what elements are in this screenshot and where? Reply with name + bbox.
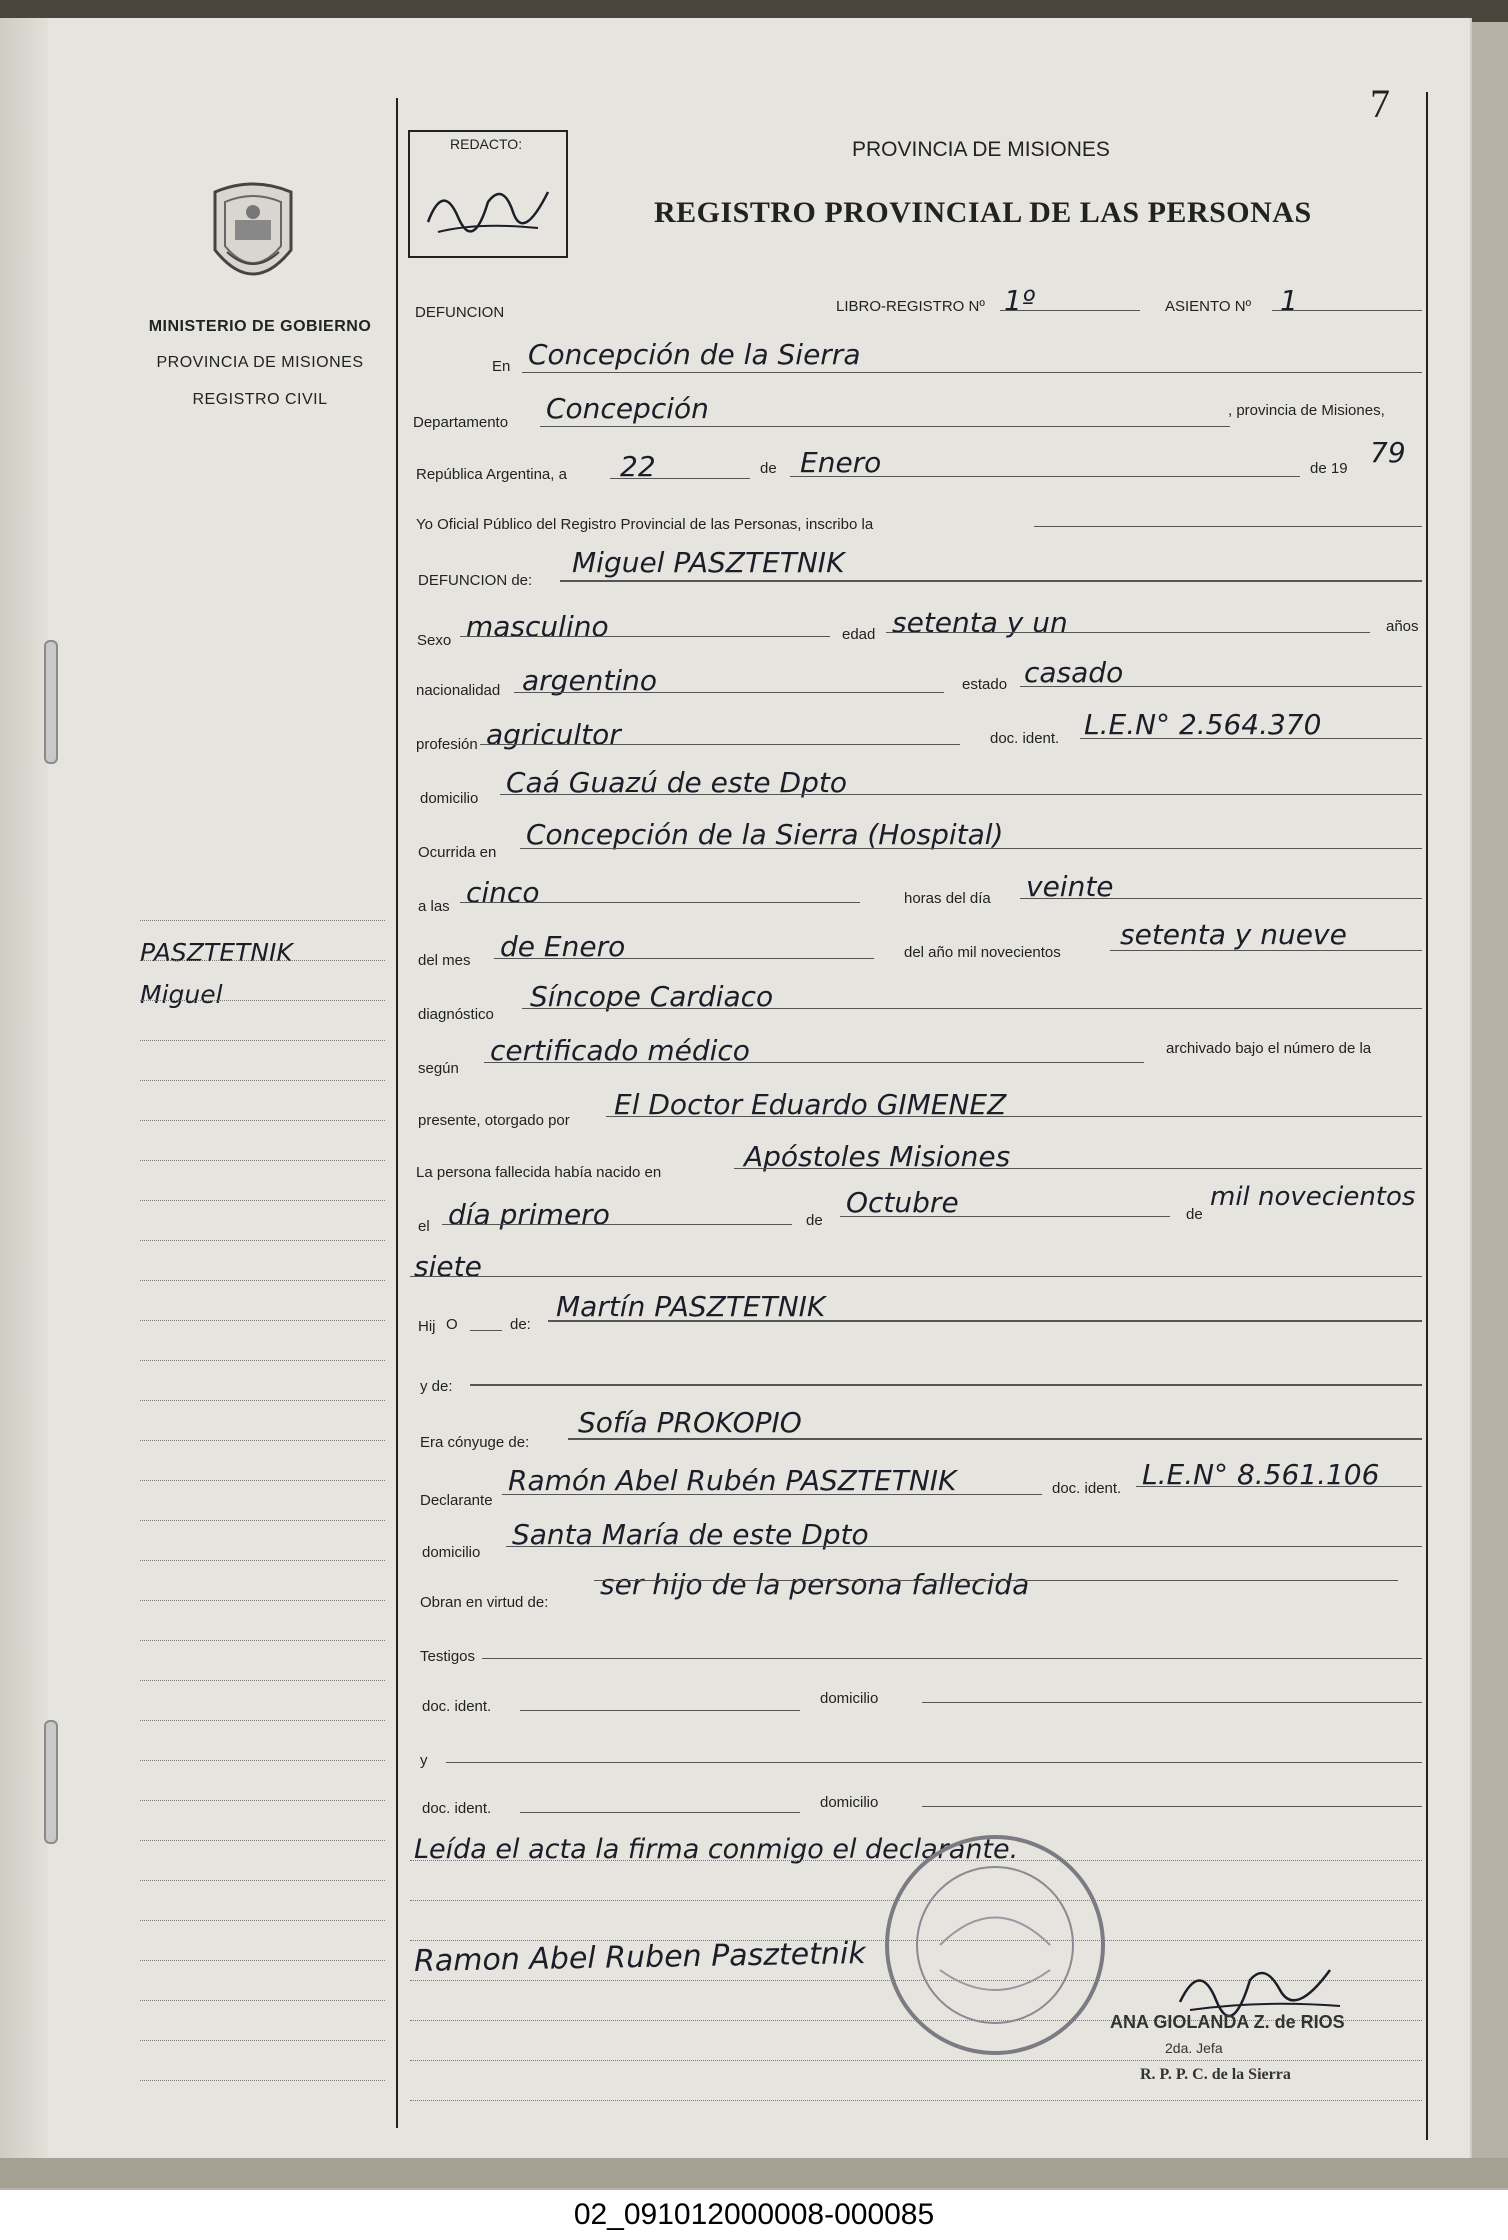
margin-dotted-line (140, 1040, 385, 1041)
de-19-label: de 19 (1310, 460, 1348, 477)
decl-domicilio-label: domicilio (422, 1544, 481, 1561)
margin-note-name: Miguel (140, 980, 223, 1009)
left-rule (396, 98, 398, 2128)
horas-value: veinte (1026, 870, 1114, 903)
redacto-signature (418, 162, 558, 248)
provincia-suffix: , provincia de Misiones, (1228, 402, 1385, 419)
del-mes-line (494, 958, 874, 959)
obran-value: ser hijo de la persona fallecida (600, 1568, 1030, 1601)
ministry-title: MINISTERIO DE GOBIERNO (148, 318, 372, 335)
margin-dotted-line (140, 960, 385, 961)
margin-dotted-line (140, 1280, 385, 1281)
margin-dotted-line (140, 1600, 385, 1601)
margin-dotted-line (140, 1800, 385, 1801)
a-las-value: cinco (466, 876, 540, 909)
margin-dotted-line (140, 1680, 385, 1681)
margin-dotted-line (140, 1000, 385, 1001)
domicilio-label: domicilio (420, 790, 479, 807)
testigo1-domicilio-label: domicilio (820, 1690, 879, 1707)
nacido-line (734, 1168, 1422, 1169)
madre-line (470, 1384, 1422, 1386)
testigo2-doc-label: doc. ident. (422, 1800, 492, 1817)
horas-label: horas del día (904, 890, 991, 907)
margin-dotted-line (140, 1880, 385, 1881)
asiento-value: 1 (1280, 284, 1298, 317)
sexo-label: Sexo (417, 632, 452, 649)
domicilio-line (500, 794, 1422, 795)
ocurrida-label: Ocurrida en (418, 844, 497, 861)
decl-domicilio-line (506, 1546, 1422, 1547)
en-value: Concepción de la Sierra (528, 338, 861, 371)
margin-dotted-line (140, 920, 385, 921)
edad-line (886, 632, 1370, 633)
archivado-label: archivado bajo el número de la (1166, 1040, 1372, 1057)
officer-role: 2da. Jefa (1165, 2040, 1223, 2056)
staple-bottom (44, 1720, 58, 1844)
presente-value: El Doctor Eduardo GIMENEZ (614, 1088, 1007, 1121)
defuncion-de-value: Miguel PASZTETNIK (572, 546, 845, 579)
coat-of-arms-logo (205, 180, 301, 296)
margin-dotted-line (140, 1360, 385, 1361)
decl-domicilio-value: Santa María de este Dpto (512, 1518, 869, 1551)
obran-label: Obran en virtud de: (420, 1594, 549, 1611)
profesion-label: profesión (416, 736, 478, 753)
testigo1-doc-label: doc. ident. (422, 1698, 492, 1715)
fecha-mes-line (790, 476, 1300, 477)
testigo2-doc-line (520, 1812, 800, 1813)
conyuge-label: Era cónyuge de: (420, 1434, 530, 1451)
testigo2-domicilio-label: domicilio (820, 1794, 879, 1811)
doc-ident-label: doc. ident. (990, 730, 1060, 747)
margin-note-surname: PASZTETNIK (140, 938, 293, 967)
departamento-label: Departamento (413, 414, 509, 431)
hijo-suffix: O (446, 1316, 458, 1333)
officer-name: ANA GIOLANDA Z. de RIOS (1110, 2012, 1345, 2032)
margin-dotted-line (140, 1720, 385, 1721)
el-value: día primero (448, 1198, 610, 1231)
redacto-box (408, 130, 568, 258)
diagnostico-line (522, 1008, 1422, 1009)
leida-text: Leída el acta la firma conmigo el declarante. (414, 1834, 1019, 1865)
de-label-3: de (1186, 1206, 1203, 1223)
nac-mes-value: Octubre (846, 1186, 959, 1219)
officer-signature (1170, 1950, 1350, 2020)
segun-value: certificado médico (490, 1034, 750, 1067)
nac-anio-cont: siete (414, 1250, 482, 1283)
margin-dotted-line (140, 1920, 385, 1921)
nacionalidad-value: argentino (522, 664, 658, 697)
testigo2-line (446, 1762, 1422, 1763)
obran-line (594, 1580, 1398, 1581)
nacionalidad-label: nacionalidad (416, 682, 501, 699)
margin-dotted-line (140, 1760, 385, 1761)
defuncion-de-line (560, 580, 1422, 582)
nacido-value: Apóstoles Misiones (744, 1140, 1011, 1173)
province-title-left: PROVINCIA DE MISIONES (156, 354, 364, 371)
decl-doc-label: doc. ident. (1052, 1480, 1122, 1497)
profesion-value: agricultor (486, 718, 621, 751)
del-mes-value: de Enero (500, 930, 626, 963)
margin-dotted-line (140, 1560, 385, 1561)
testigos-label: Testigos (420, 1648, 476, 1665)
province-heading: PROVINCIA DE MISIONES (852, 138, 1110, 161)
a-las-label: a las (418, 898, 450, 915)
estado-value: casado (1024, 656, 1124, 689)
presente-line (606, 1116, 1422, 1117)
yo-oficial-text: Yo Oficial Público del Registro Provincial de las Personas, inscribo la (416, 516, 874, 533)
edad-value: setenta y un (892, 606, 1068, 639)
fecha-anio: 79 (1370, 436, 1406, 469)
segun-line (484, 1062, 1144, 1063)
fecha-dia: 22 (620, 450, 656, 483)
registry-heading: REGISTRO PROVINCIAL DE LAS PERSONAS (654, 196, 1312, 229)
declarante-line (502, 1494, 1042, 1495)
hijo-label: Hij (418, 1318, 436, 1335)
testigos-line (482, 1658, 1422, 1659)
nacido-label: La persona fallecida había nacido en (416, 1164, 662, 1181)
anos-label: años (1386, 618, 1419, 635)
closing-dotted-line (410, 2100, 1422, 2101)
testigo-y-label: y (420, 1752, 428, 1769)
diagnostico-value: Síncope Cardiaco (530, 980, 774, 1013)
margin-dotted-line (140, 1200, 385, 1201)
margin-dotted-line (140, 1840, 385, 1841)
el-line (442, 1224, 792, 1225)
anio-mil-value: setenta y nueve (1120, 918, 1347, 951)
presente-label: presente, otorgado por (418, 1112, 570, 1129)
margin-dotted-line (140, 2040, 385, 2041)
libro-value: 1º (1004, 284, 1036, 317)
scan-bottom-strip (0, 2158, 1508, 2188)
act-type: DEFUNCION (415, 304, 505, 321)
declarante-value: Ramón Abel Rubén PASZTETNIK (508, 1464, 957, 1497)
doc-ident-value: L.E.N° 2.564.370 (1084, 708, 1322, 741)
fecha-mes: Enero (800, 446, 882, 479)
conyuge-value: Sofía PROKOPIO (578, 1406, 802, 1439)
del-mes-label: del mes (418, 952, 471, 969)
asiento-label: ASIENTO Nº (1165, 298, 1252, 315)
margin-dotted-line (140, 1320, 385, 1321)
margin-dotted-line (140, 1520, 385, 1521)
margin-dotted-line (140, 1440, 385, 1441)
ocurrida-line (520, 848, 1422, 849)
libro-line (1000, 310, 1140, 311)
nac-mes-line (840, 1216, 1170, 1217)
page-number: 7 (1370, 81, 1390, 126)
anio-mil-label: del año mil novecientos (904, 944, 1061, 961)
nacionalidad-line (514, 692, 944, 693)
margin-dotted-line (140, 1480, 385, 1481)
sexo-value: masculino (466, 610, 609, 643)
conyuge-line (568, 1438, 1422, 1440)
staple-top (44, 640, 58, 764)
declarante-signature: Ramon Abel Ruben Pasztetnik (413, 1936, 866, 1979)
de-label-2: de (806, 1212, 823, 1229)
testigo1-doc-line (520, 1710, 800, 1711)
declarante-label: Declarante (420, 1492, 493, 1509)
margin-dotted-line (140, 1240, 385, 1241)
departamento-line (540, 426, 1230, 427)
margin-dotted-line (140, 1400, 385, 1401)
fecha-dia-line (610, 478, 750, 479)
asiento-line (1272, 310, 1422, 311)
decl-doc-value: L.E.N° 8.561.106 (1142, 1458, 1380, 1491)
y-de-label: y de: (420, 1378, 453, 1395)
segun-label: según (418, 1060, 459, 1077)
libro-label: LIBRO-REGISTRO Nº (836, 298, 985, 315)
registry-title-left: REGISTRO CIVIL (192, 391, 328, 408)
margin-dotted-line (140, 1640, 385, 1641)
en-label: En (492, 358, 511, 375)
margin-dotted-line (140, 1080, 385, 1081)
margin-dotted-line (140, 1120, 385, 1121)
republica-label: República Argentina, a (416, 466, 567, 483)
yo-oficial-line (1034, 526, 1422, 527)
horas-line (1020, 898, 1422, 899)
estado-label: estado (962, 676, 1008, 693)
el-label: el (418, 1218, 430, 1235)
nac-anio-line (410, 1276, 1422, 1277)
margin-dotted-line (140, 2000, 385, 2001)
defuncion-de-label: DEFUNCION de: (418, 572, 533, 589)
edad-label: edad (842, 626, 876, 643)
margin-dotted-line (140, 1160, 385, 1161)
diagnostico-label: diagnóstico (418, 1006, 494, 1023)
margin-dotted-line (140, 1960, 385, 1961)
en-line (522, 372, 1422, 373)
redacto-label: REDACTO: (450, 136, 523, 152)
page-binding (0, 18, 48, 2158)
estado-line (1020, 686, 1422, 687)
profesion-line (480, 744, 960, 745)
official-seal-stamp (880, 1830, 1110, 2060)
padre-value: Martín PASZTETNIK (556, 1290, 826, 1323)
domicilio-value: Caá Guazú de este Dpto (506, 766, 847, 799)
margin-dotted-line (140, 2080, 385, 2081)
anio-mil-line (1110, 950, 1422, 951)
de-label: de (760, 460, 777, 477)
a-las-line (460, 902, 860, 903)
hijo-de-label: de: (510, 1316, 531, 1333)
file-id-label: 02_091012000008-000085 (0, 2190, 1508, 2240)
testigo1-domicilio-line (922, 1702, 1422, 1703)
hijo-suffix-line (470, 1330, 502, 1331)
testigo2-domicilio-line (922, 1806, 1422, 1807)
closing-dotted-line (410, 2060, 1422, 2061)
office-name: R. P. P. C. de la Sierra (1140, 2066, 1291, 2083)
nac-anio-value: mil novecientos (1210, 1182, 1416, 1212)
right-rule (1426, 92, 1428, 2140)
padre-line (548, 1320, 1422, 1322)
departamento-value: Concepción (546, 392, 709, 425)
ocurrida-value: Concepción de la Sierra (Hospital) (526, 818, 1004, 851)
sexo-line (460, 636, 830, 637)
decl-doc-line (1136, 1486, 1422, 1487)
doc-ident-line (1080, 738, 1422, 739)
